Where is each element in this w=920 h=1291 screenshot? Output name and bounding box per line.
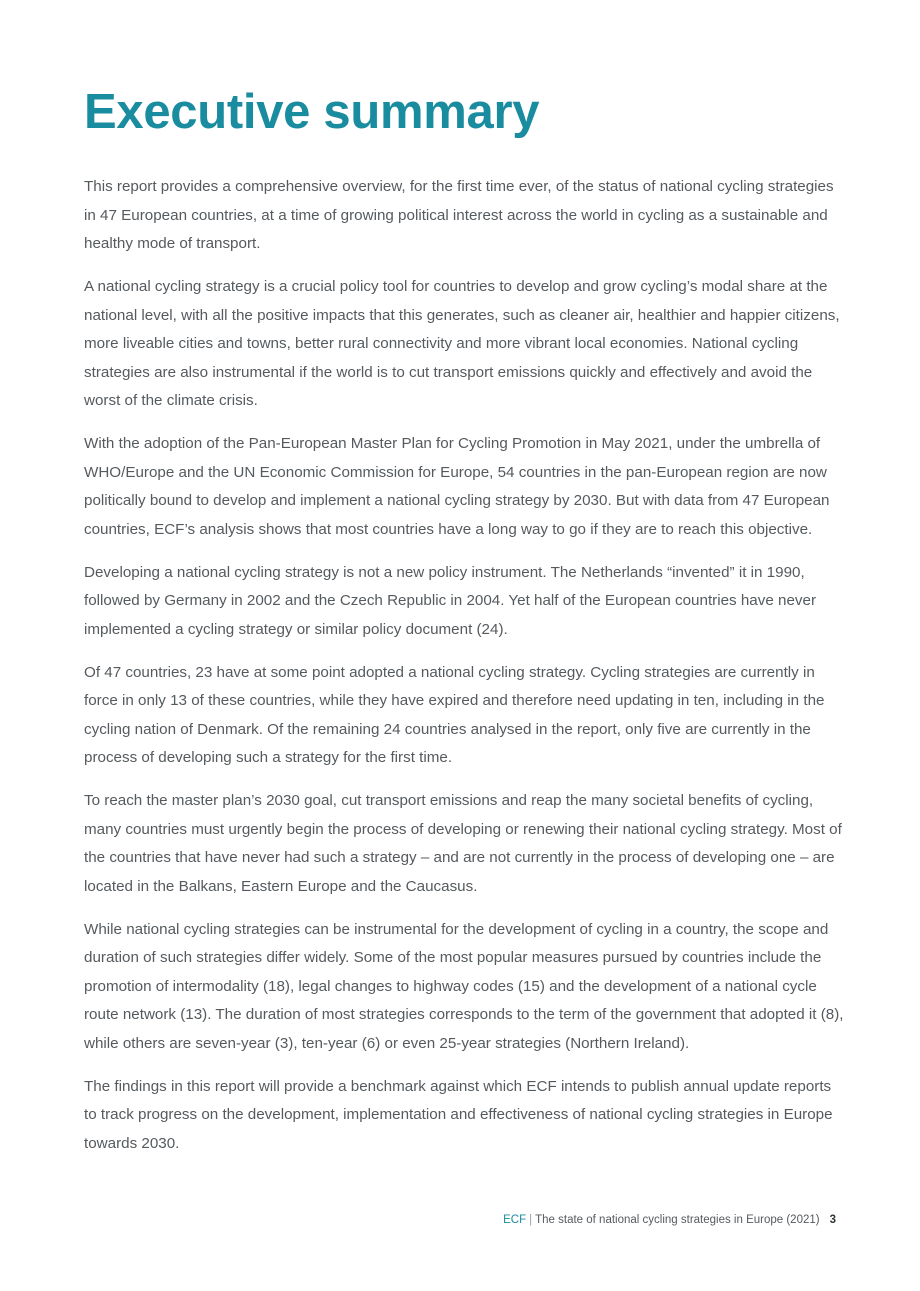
paragraph-history: Developing a national cycling strategy is not a new policy instrument. The Netherlands “invented” it in 1990, followed by Germany in 2002 and the Czech Republic in 2004. Yet half of the European countries have never implemented a cycling strategy or similar policy document (24). bbox=[84, 563, 817, 638]
paragraph-adoption-status: Of 47 countries, 23 have at some point adopted a national cycling strategy. Cycling strategies are currently in force in only 13 of these countries, while they have expired and therefore need updating in ten, including in the cycling nation of Denmark. Of the remaining 24 countries analysed in the report, only five are currently in the process of developing such a strategy for the first time. bbox=[84, 663, 825, 766]
paragraph-scope-duration: While national cycling strategies can be instrumental for the development of cycling in a country, the scope and duration of such strategies differ widely. Some of the most popular measures pursued by countries include the promotion of intermodality (18), legal changes to highway codes (15) and the development of a national cycle route network (13). The duration of most strategies corresponds to the term of the government that adopted it (8), while others are seven-year (3), ten-year (6) or even 25-year strategies (Northern Ireland). bbox=[84, 920, 844, 1052]
footer-separator: | bbox=[529, 1214, 533, 1226]
paragraph-master-plan: With the adoption of the Pan-European Master Plan for Cycling Promotion in May 2021, under the umbrella of WHO/Europe and the UN Economic Commission for Europe, 54 countries in the pan-European region are now politically bound to develop and implement a national cycling strategy by 2030. But with data from 47 European countries, ECF’s analysis shows that most countries have a long way to go if they are to reach this objective. bbox=[84, 435, 830, 538]
page-title: Executive summary bbox=[84, 85, 540, 139]
paragraph-policy-tool: A national cycling strategy is a crucial policy tool for countries to develop and grow cycling’s modal share at the national level, with all the positive impacts that this generates, such as cleaner air, healthier and happier citizens, more liveable cities and towns, better rural connectivity and more vibrant local economies. National cycling strategies are also instrumental if the world is to cut transport emissions quickly and effectively and avoid the worst of the climate crisis. bbox=[84, 278, 840, 409]
page-footer bbox=[503, 1212, 836, 1228]
footer-report-title: The state of national cycling strategies in Europe (2021) bbox=[535, 1214, 820, 1226]
paragraph-benchmark: The findings in this report will provide a benchmark against which ECF intends to publish annual update reports to track progress on the development, implementation and effectiveness of national cycling strategies in Europe towards 2030. bbox=[84, 1077, 833, 1152]
footer-brand: ECF bbox=[503, 1214, 527, 1226]
summary-body bbox=[84, 173, 844, 1173]
page-number: 3 bbox=[829, 1214, 836, 1226]
paragraph-intro: This report provides a comprehensive overview, for the first time ever, of the status of national cycling strategies in 47 European countries, at a time of growing political interest across the world in cycling as a sustainable and healthy mode of transport. bbox=[84, 178, 834, 252]
paragraph-urgency: To reach the master plan’s 2030 goal, cut transport emissions and reap the many societal benefits of cycling, many countries must urgently begin the process of developing or renewing their national cycling strategy. Most of the countries that have never had such a strategy – and are not currently in the process of developing one – are located in the Balkans, Eastern Europe and the Caucasus. bbox=[84, 792, 842, 895]
